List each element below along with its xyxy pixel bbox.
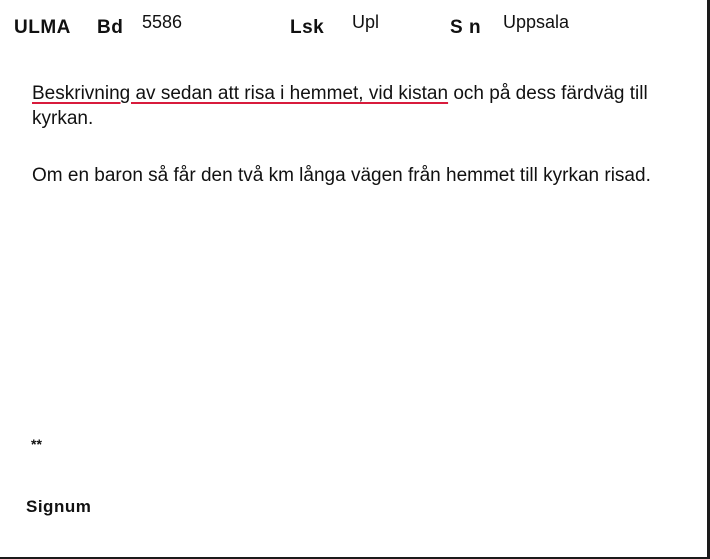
question-rest: och på dess färdväg till kyrkan. [32, 83, 648, 129]
archive-label: ULMA [14, 17, 71, 38]
asterisk-mark: ** [31, 436, 42, 452]
bd-label: Bd [97, 17, 124, 38]
lsk-label: Lsk [290, 17, 325, 38]
sn-label: S n [450, 17, 482, 38]
sn-value: Uppsala [503, 12, 570, 32]
signum-label: Signum [26, 497, 92, 516]
answer-text: Om en baron så får den två km långa vägen från hemmet till kyrkan risad. [32, 165, 651, 186]
lsk-value: Upl [352, 12, 380, 32]
bd-value: 5586 [142, 12, 183, 32]
question-underlined: Beskrivning av sedan att risa i hemmet, vid kistan [32, 83, 449, 104]
question-text [32, 81, 682, 131]
